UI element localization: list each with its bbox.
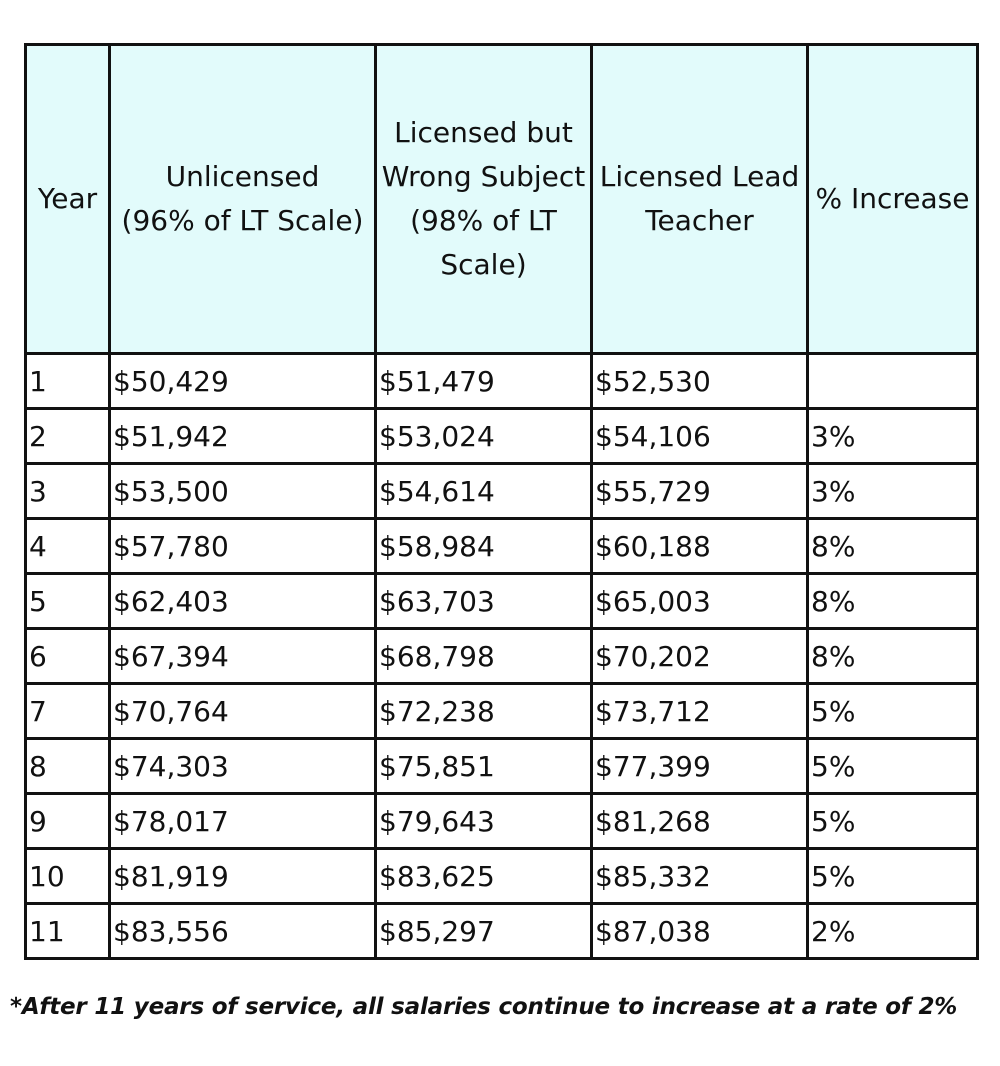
cell-year: 6	[26, 629, 110, 684]
cell-licensed-wrong-subject: $79,643	[376, 794, 592, 849]
cell-licensed-lead-teacher: $73,712	[592, 684, 808, 739]
header-unlicensed	[110, 45, 376, 354]
table-row	[26, 464, 978, 519]
cell-licensed-wrong-subject: $51,479	[376, 354, 592, 409]
cell-licensed-wrong-subject: $72,238	[376, 684, 592, 739]
header-line: (96% of LT Scale)	[121, 204, 364, 237]
cell-licensed-lead-teacher: $70,202	[592, 629, 808, 684]
header-line: Licensed Lead	[599, 160, 800, 193]
table-row	[26, 629, 978, 684]
header-line: Year	[37, 182, 98, 215]
cell-licensed-wrong-subject: $53,024	[376, 409, 592, 464]
cell-unlicensed: $53,500	[110, 464, 376, 519]
table-row	[26, 409, 978, 464]
cell-licensed-lead-teacher: $81,268	[592, 794, 808, 849]
cell-percent-increase	[808, 354, 978, 409]
table-row	[26, 574, 978, 629]
cell-percent-increase: 3%	[808, 464, 978, 519]
cell-percent-increase: 8%	[808, 629, 978, 684]
table-header-row	[26, 45, 978, 354]
table-row	[26, 904, 978, 959]
cell-percent-increase: 5%	[808, 794, 978, 849]
header-line: Wrong Subject	[381, 160, 586, 193]
cell-licensed-lead-teacher: $87,038	[592, 904, 808, 959]
table-row	[26, 519, 978, 574]
header-line: Teacher	[645, 204, 754, 237]
cell-unlicensed: $51,942	[110, 409, 376, 464]
cell-licensed-wrong-subject: $83,625	[376, 849, 592, 904]
table-row	[26, 849, 978, 904]
cell-year: 10	[26, 849, 110, 904]
header-year	[26, 45, 110, 354]
salary-table	[24, 43, 979, 960]
cell-licensed-lead-teacher: $54,106	[592, 409, 808, 464]
cell-year: 2	[26, 409, 110, 464]
header-line: % Increase	[815, 182, 970, 215]
footnote: *After 11 years of service, all salaries continue to increase at a rate of 2%	[10, 994, 958, 1020]
cell-percent-increase: 3%	[808, 409, 978, 464]
cell-licensed-wrong-subject: $68,798	[376, 629, 592, 684]
cell-year: 7	[26, 684, 110, 739]
cell-year: 5	[26, 574, 110, 629]
cell-year: 4	[26, 519, 110, 574]
cell-licensed-lead-teacher: $52,530	[592, 354, 808, 409]
cell-unlicensed: $74,303	[110, 739, 376, 794]
header-licensed-lead-teacher	[592, 45, 808, 354]
cell-unlicensed: $70,764	[110, 684, 376, 739]
cell-unlicensed: $50,429	[110, 354, 376, 409]
header-line: Unlicensed	[165, 160, 320, 193]
header-line: Scale)	[440, 248, 527, 281]
header-licensed-wrong-subject	[376, 45, 592, 354]
cell-unlicensed: $57,780	[110, 519, 376, 574]
cell-percent-increase: 5%	[808, 739, 978, 794]
cell-percent-increase: 8%	[808, 519, 978, 574]
table-row	[26, 739, 978, 794]
cell-percent-increase: 8%	[808, 574, 978, 629]
cell-unlicensed: $83,556	[110, 904, 376, 959]
cell-percent-increase: 5%	[808, 849, 978, 904]
header-line: Licensed but	[394, 116, 573, 149]
cell-unlicensed: $81,919	[110, 849, 376, 904]
cell-licensed-wrong-subject: $63,703	[376, 574, 592, 629]
cell-licensed-lead-teacher: $55,729	[592, 464, 808, 519]
header-percent-increase	[808, 45, 978, 354]
cell-licensed-lead-teacher: $60,188	[592, 519, 808, 574]
cell-year: 8	[26, 739, 110, 794]
cell-percent-increase: 2%	[808, 904, 978, 959]
table-row	[26, 354, 978, 409]
cell-licensed-wrong-subject: $54,614	[376, 464, 592, 519]
cell-year: 3	[26, 464, 110, 519]
cell-licensed-wrong-subject: $85,297	[376, 904, 592, 959]
cell-licensed-lead-teacher: $85,332	[592, 849, 808, 904]
cell-licensed-lead-teacher: $65,003	[592, 574, 808, 629]
cell-unlicensed: $62,403	[110, 574, 376, 629]
table-row	[26, 684, 978, 739]
header-line: (98% of LT	[410, 204, 557, 237]
cell-licensed-wrong-subject: $75,851	[376, 739, 592, 794]
cell-year: 11	[26, 904, 110, 959]
cell-unlicensed: $78,017	[110, 794, 376, 849]
cell-year: 9	[26, 794, 110, 849]
cell-year: 1	[26, 354, 110, 409]
cell-licensed-wrong-subject: $58,984	[376, 519, 592, 574]
table-row	[26, 794, 978, 849]
cell-licensed-lead-teacher: $77,399	[592, 739, 808, 794]
cell-unlicensed: $67,394	[110, 629, 376, 684]
table-body	[26, 354, 978, 959]
cell-percent-increase: 5%	[808, 684, 978, 739]
